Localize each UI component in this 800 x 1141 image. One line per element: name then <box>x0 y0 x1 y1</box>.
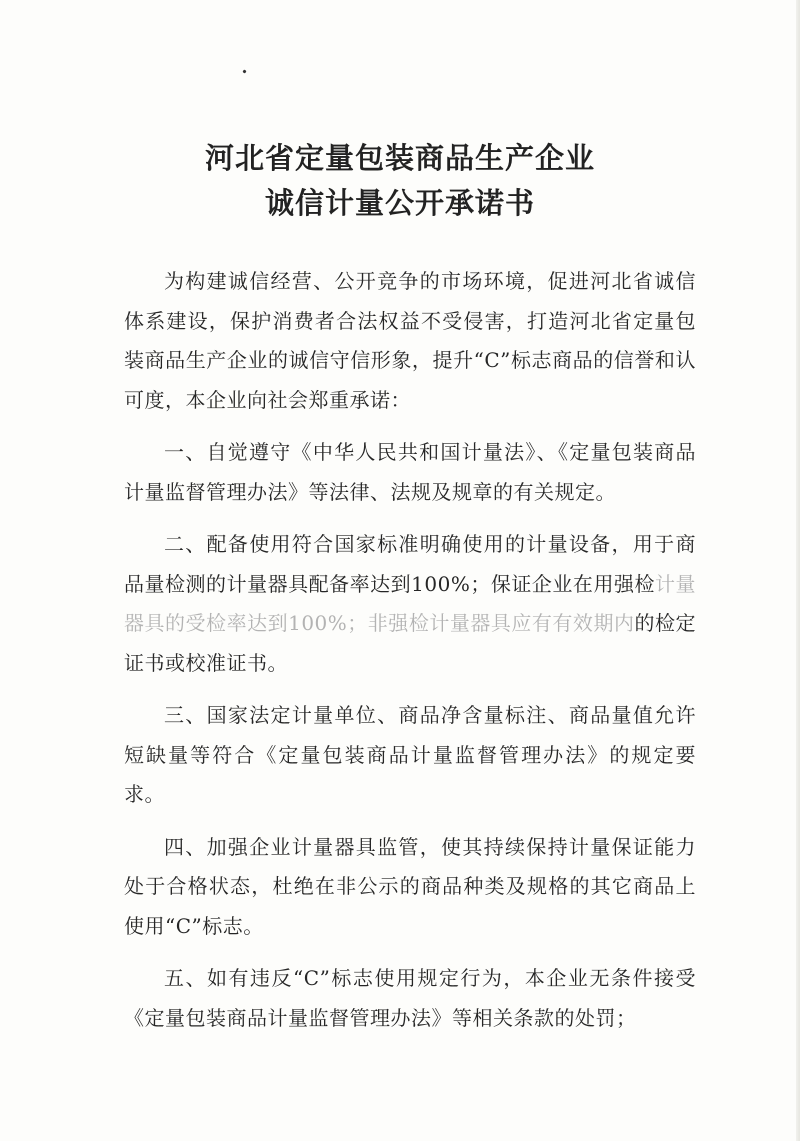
paragraph-item-5: 五、如有违反“C”标志使用规定行为，本企业无条件接受《定量包装商品计量监督管理办法》等相关条款的处罚； <box>124 966 696 1030</box>
paragraph-item-1: 一、自觉遵守《中华人民共和国计量法》、《定量包装商品计量监督管理办法》等法律、法规及规章的有关规定。 <box>124 440 696 504</box>
scan-speck <box>242 69 246 73</box>
paragraph-item-2 <box>124 525 696 683</box>
document-body <box>124 262 696 1051</box>
paragraph-item-2-part-3: 的检定证书或校准证书。 <box>124 611 696 675</box>
paragraph-item-4: 四、加强企业计量器具监管，使其持续保持计量保证能力处于合格状态，杜绝在非公示的商品种类及规格的其它商品上使用“C”标志。 <box>124 834 696 938</box>
document-title-line-2: 诚信计量公开承诺书 <box>264 186 535 220</box>
document-title-line-1: 河北省定量包装商品生产企业 <box>204 141 595 175</box>
paragraph-item-2-part-1: 二、配备使用符合国家标准明确使用的计量设备，用于商品量检测的计量器具配备率达到100%；保证企业在用强检 <box>124 532 696 596</box>
paragraph-item-2-faded-part: 计量器具的受检率达到100%；非强检计量器具应有有效期内 <box>124 571 696 635</box>
paragraph-item-3: 三、国家法定计量单位、商品净含量标注、商品量值允许短缺量等符合《定量包装商品计量监督管理办法》的规定要求。 <box>124 703 696 806</box>
paragraph-intro: 为构建诚信经营、公开竞争的市场环境，促进河北省诚信体系建设，保护消费者合法权益不受侵害，打造河北省定量包装商品生产企业的诚信守信形象，提升“C”标志商品的信誉和认可度，本企业向社会郑重承诺： <box>124 269 696 412</box>
